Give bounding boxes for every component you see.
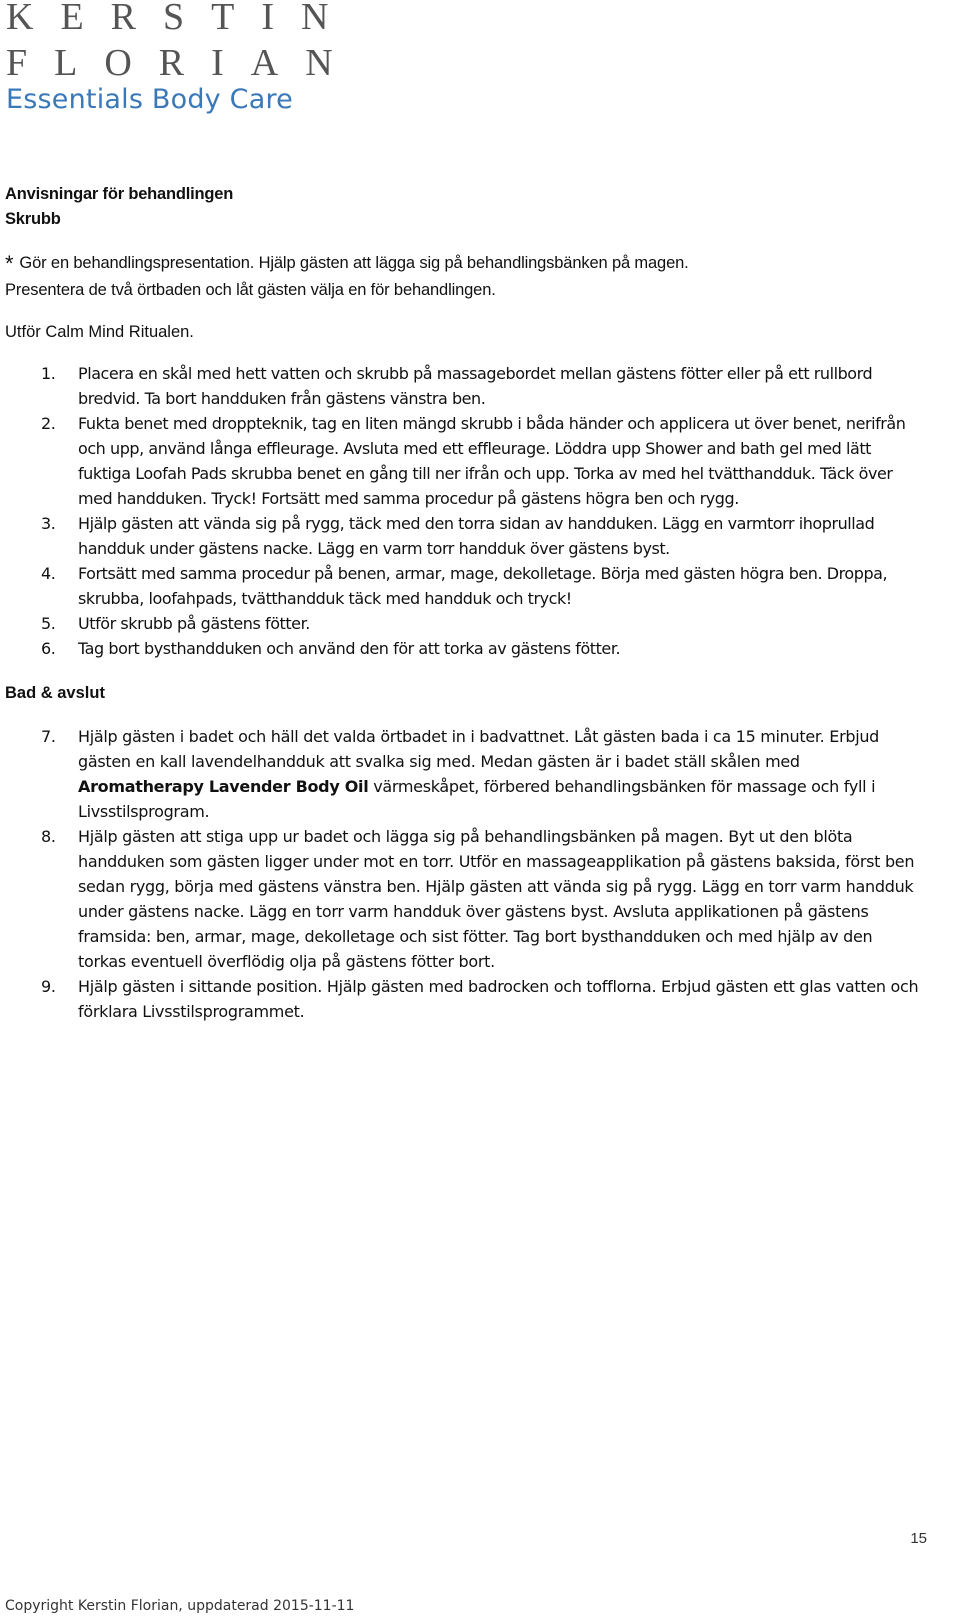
step-text: Fukta benet med droppteknik, tag en liten mängd skrubb i båda händer och applicera ut över benet, nerifrån och upp, använd långa effleurage. Avsluta med ett effleurage. Löddra upp Shower and bath gel med lätt fuktiga Loofah Pads skrubba benet en gång till ner ifrån och upp. Torka av med hel tvätthandduk. Täck över med handduken. Tryck! Fortsätt med samma procedur på gästens högra ben och rygg. bbox=[78, 414, 906, 508]
step-text: Hjälp gästen att vända sig på rygg, täck med den torra sidan av handduken. Lägg en varmtorr ihoprullad handduk under gästens nacke. Lägg en varm torr handduk över gästens byst. bbox=[78, 514, 875, 558]
intro-paragraph bbox=[5, 250, 925, 304]
asterisk-bullet: * bbox=[5, 251, 14, 276]
intro-line-2: Presentera de två örtbaden och låt gästen välja en för behandlingen. bbox=[5, 281, 496, 299]
step-number: 5. bbox=[41, 614, 56, 633]
step-text: Hjälp gästen att stiga upp ur badet och lägga sig på behandlingsbänken på magen. Byt ut den blöta handduken som gästen ligger under mot en torr. Utför en massageapplikation på gästens baksida, först ben sedan rygg, börja med gästens vänstra ben. Hjälp gästen att vända sig på rygg. Lägg en torr varm handduk under gästens nacke. Lägg en torr varm handduk över gästens byst. Avsluta applikationen på gästens framsida: ben, armar, mage, dekolletage och sist fötter. Tag bort bysthandduken och med hjälp av den torkas eventuell överflödig olja på gästens fötter bort. bbox=[78, 827, 915, 971]
step-number: 6. bbox=[41, 639, 56, 658]
brand-logo bbox=[6, 0, 360, 116]
step-number: 8. bbox=[41, 827, 56, 846]
step-text-end: värmeskåpet, förbered behandlingsbänken för massage och fyll i Livsstilsprogram. bbox=[78, 777, 876, 821]
list-item bbox=[5, 824, 925, 974]
list-item bbox=[5, 636, 925, 661]
ritual-instruction: Utför Calm Mind Ritualen. bbox=[5, 323, 194, 341]
step-number: 2. bbox=[41, 414, 56, 433]
page-number: 15 bbox=[910, 1530, 927, 1547]
product-name: Aromatherapy Lavender Body Oil bbox=[78, 777, 369, 796]
list-item bbox=[5, 974, 925, 1024]
logo-line-kerstin: KERSTIN bbox=[6, 0, 356, 38]
document-subtitle: Skrubb bbox=[5, 210, 61, 228]
intro-line-1 bbox=[5, 250, 925, 277]
list-item bbox=[5, 511, 925, 561]
logo-line-florian: FLORIAN bbox=[6, 42, 360, 84]
step-text: Utför skrubb på gästens fötter. bbox=[78, 614, 310, 633]
list-item bbox=[5, 611, 925, 636]
list-item bbox=[5, 724, 925, 824]
step-text: Fortsätt med samma procedur på benen, armar, mage, dekolletage. Börja med gästen högra ben. Droppa, skrubba, loofahpads, tvätthandduk täck med handduk och tryck! bbox=[78, 564, 888, 608]
document-body bbox=[5, 182, 925, 1024]
list-item bbox=[5, 561, 925, 611]
section-heading-bath: Bad & avslut bbox=[5, 684, 105, 702]
list-item bbox=[5, 411, 925, 511]
step-number: 7. bbox=[41, 727, 56, 746]
footer-copyright: Copyright Kerstin Florian, uppdaterad 2015-11-11 bbox=[5, 1598, 355, 1614]
step-text: Placera en skål med hett vatten och skrubb på massagebordet mellan gästens fötter eller på ett rullbord bredvid. Ta bort handduken från gästens vänstra ben. bbox=[78, 364, 873, 408]
step-text: Hjälp gästen i sittande position. Hjälp gästen med badrocken och tofflorna. Erbjud gästen ett glas vatten och förklara Livsstilsprogrammet. bbox=[78, 977, 919, 1021]
scrub-steps-list bbox=[5, 361, 925, 661]
step-number: 4. bbox=[41, 564, 56, 583]
step-text-start: Hjälp gästen i badet och häll det valda örtbadet in i badvattnet. Låt gästen bada i ca 15 minuter. Erbjud gästen en kall lavendelhandduk att svalka sig med. Medan gästen är i badet ställ skålen med bbox=[78, 727, 880, 771]
step-text: Tag bort bysthandduken och använd den för att torka av gästens fötter. bbox=[78, 639, 621, 658]
step-number: 1. bbox=[41, 364, 56, 383]
logo-subtitle: Essentials Body Care bbox=[6, 84, 293, 115]
bath-steps-list bbox=[5, 724, 925, 1024]
step-number: 9. bbox=[41, 977, 56, 996]
document-title: Anvisningar för behandlingen bbox=[5, 185, 234, 203]
list-item bbox=[5, 361, 925, 411]
intro-text-1: Gör en behandlingspresentation. Hjälp gästen att lägga sig på behandlingsbänken på magen. bbox=[19, 254, 689, 272]
step-number: 3. bbox=[41, 514, 56, 533]
